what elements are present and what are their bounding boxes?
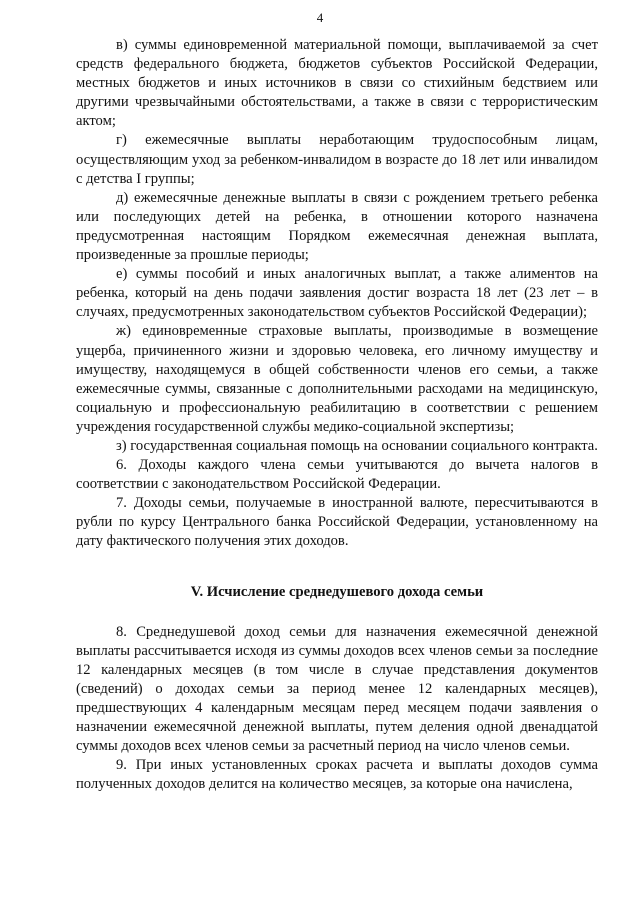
paragraph-item-e: е) суммы пособий и иных аналогичных выплат, а также алиментов на ребенка, который на день подачи заявления достиг возраста 18 лет (23 лет – в случаях, предусмотренных законодательством субъектов Российской Федерации); — [76, 266, 598, 321]
paragraph-6: 6. Доходы каждого члена семьи учитываются до вычета налогов в соответствии с законодательством Российской Федерации. — [76, 457, 598, 493]
page-number: 4 — [316, 10, 324, 25]
paragraph-8: 8. Среднедушевой доход семьи для назначения ежемесячной денежной выплаты рассчитывается исходя из суммы доходов всех членов семьи за последние 12 календарных месяцев (в том числе в случае представления документов (сведений) о доходах семьи за период менее 12 календарных месяцев), предшествующих 4 календарным месяцам перед месяцем подачи заявления о назначении ежемесячной денежной выплаты, путем деления одной двенадцатой суммы доходов всех членов семьи за расчетный период на число членов семьи. — [76, 623, 598, 755]
section-heading: V. Исчисление среднедушевого дохода семьи — [190, 583, 484, 600]
paragraph-item-d: д) ежемесячные денежные выплаты в связи с рождением третьего ребенка или последующих детей на ребенка, в отношении которого назначена предусмотренная настоящим Порядком ежемесячная денежная выплата, произведенные за прошлые периоды; — [76, 189, 598, 264]
paragraph-item-v: в) суммы единовременной материальной помощи, выплачиваемой за счет средств федерального бюджета, бюджетов субъектов Российской Федерации, местных бюджетов и иных источников в связи со стихийным бедствием или другими чрезвычайными обстоятельствами, а также в связи с террористическим актом; — [76, 37, 598, 130]
document-body — [76, 36, 598, 794]
paragraph-item-g: г) ежемесячные выплаты неработающим трудоспособным лицам, осуществляющим уход за ребенком-инвалидом в возрасте до 18 лет или инвалидом с детства I группы; — [76, 132, 598, 187]
paragraph-item-z: з) государственная социальная помощь на основании социального контракта. — [116, 437, 598, 454]
paragraph-7: 7. Доходы семьи, получаемые в иностранной валюте, пересчитываются в рубли по курсу Центрального банка Российской Федерации, установленному на дату фактического получения этих доходов. — [76, 495, 598, 550]
paragraph-9: 9. При иных установленных сроках расчета и выплаты доходов сумма полученных доходов делится на количество месяцев, за которые она начислена, — [76, 757, 598, 793]
paragraph-item-zh: ж) единовременные страховые выплаты, производимые в возмещение ущерба, причиненного жизни и здоровью человека, его личному имуществу и имуществу, находящемуся в общей собственности членов его семьи, а также ежемесячные суммы, связанные с дополнительными расходами на медицинскую, социальную и профессиональную реабилитацию в соответствии с решением учреждения государственной службы медико-социальной экспертизы; — [76, 323, 598, 435]
